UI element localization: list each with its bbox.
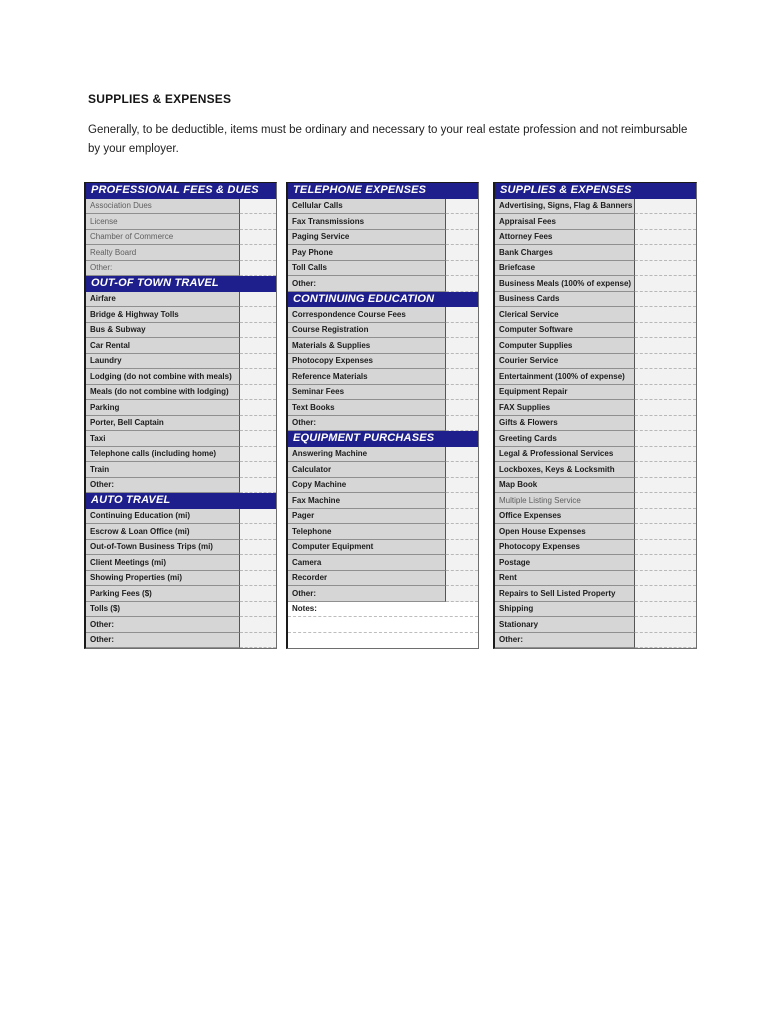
section-header-continuing-education: CONTINUING EDUCATION bbox=[288, 292, 478, 308]
table-row bbox=[288, 447, 478, 463]
table-row bbox=[288, 230, 478, 246]
table-row bbox=[86, 571, 276, 587]
table-row bbox=[495, 602, 696, 618]
row-label: Escrow & Loan Office (mi) bbox=[86, 524, 240, 540]
amount-field[interactable] bbox=[240, 354, 276, 370]
amount-field[interactable] bbox=[635, 602, 696, 618]
amount-field[interactable] bbox=[446, 540, 478, 556]
table-row bbox=[288, 509, 478, 525]
table-row bbox=[86, 555, 276, 571]
row-label: Bridge & Highway Tolls bbox=[86, 307, 240, 323]
row-label: Porter, Bell Captain bbox=[86, 416, 240, 432]
table-row bbox=[86, 307, 276, 323]
row-label: Parking Fees ($) bbox=[86, 586, 240, 602]
row-label: Tolls ($) bbox=[86, 602, 240, 618]
table-row bbox=[288, 540, 478, 556]
table-row bbox=[86, 478, 276, 494]
table-row bbox=[495, 555, 696, 571]
page-title: SUPPLIES & EXPENSES bbox=[88, 92, 232, 106]
table-row bbox=[495, 292, 696, 308]
row-label: Airfare bbox=[86, 292, 240, 308]
table-row bbox=[86, 292, 276, 308]
amount-field[interactable] bbox=[240, 261, 276, 277]
row-label: Fax Machine bbox=[288, 493, 446, 509]
section-header-telephone-expenses: TELEPHONE EXPENSES bbox=[288, 183, 478, 199]
row-label: Entertainment (100% of expense) bbox=[495, 369, 635, 385]
row-label: Paging Service bbox=[288, 230, 446, 246]
amount-field[interactable] bbox=[240, 571, 276, 587]
amount-field[interactable] bbox=[635, 493, 696, 509]
amount-field[interactable] bbox=[240, 555, 276, 571]
amount-field[interactable] bbox=[446, 478, 478, 494]
row-label: Association Dues bbox=[86, 199, 240, 215]
amount-field[interactable] bbox=[446, 230, 478, 246]
table-row bbox=[495, 230, 696, 246]
row-label: Open House Expenses bbox=[495, 524, 635, 540]
table-row bbox=[495, 199, 696, 215]
amount-field[interactable] bbox=[240, 602, 276, 618]
amount-field[interactable] bbox=[240, 338, 276, 354]
row-label: Pager bbox=[288, 509, 446, 525]
amount-field[interactable] bbox=[635, 617, 696, 633]
amount-field[interactable] bbox=[240, 617, 276, 633]
notes-input-line[interactable] bbox=[288, 633, 478, 649]
amount-field[interactable] bbox=[446, 276, 478, 292]
row-label: Calculator bbox=[288, 462, 446, 478]
amount-field[interactable] bbox=[446, 447, 478, 463]
row-label: Recorder bbox=[288, 571, 446, 587]
row-label: Business Meals (100% of expense) bbox=[495, 276, 635, 292]
intro-paragraph: Generally, to be deductible, items must be ordinary and necessary to your real estate profession and not reimbursable by your employer. bbox=[88, 124, 688, 155]
table-row bbox=[288, 245, 478, 261]
row-label: Other: bbox=[86, 478, 240, 494]
table-row bbox=[495, 633, 696, 649]
row-label: Photocopy Expenses bbox=[288, 354, 446, 370]
amount-field[interactable] bbox=[446, 571, 478, 587]
row-label: Toll Calls bbox=[288, 261, 446, 277]
column-telephone-expenses bbox=[286, 182, 479, 649]
table-row bbox=[288, 214, 478, 230]
row-label: Laundry bbox=[86, 354, 240, 370]
table-row bbox=[86, 385, 276, 401]
row-label: Map Book bbox=[495, 478, 635, 494]
row-label: Taxi bbox=[86, 431, 240, 447]
row-label: Advertising, Signs, Flag & Banners bbox=[495, 199, 635, 215]
row-label: Repairs to Sell Listed Property bbox=[495, 586, 635, 602]
amount-field[interactable] bbox=[635, 385, 696, 401]
row-label: Bus & Subway bbox=[86, 323, 240, 339]
row-label: Materials & Supplies bbox=[288, 338, 446, 354]
row-label: Copy Machine bbox=[288, 478, 446, 494]
table-row bbox=[495, 416, 696, 432]
row-label: Text Books bbox=[288, 400, 446, 416]
table-row bbox=[288, 323, 478, 339]
row-label: Reference Materials bbox=[288, 369, 446, 385]
amount-field[interactable] bbox=[635, 478, 696, 494]
row-label: Out-of-Town Business Trips (mi) bbox=[86, 540, 240, 556]
table-row bbox=[495, 214, 696, 230]
amount-field[interactable] bbox=[446, 214, 478, 230]
amount-field[interactable] bbox=[240, 540, 276, 556]
row-label: Continuing Education (mi) bbox=[86, 509, 240, 525]
amount-field[interactable] bbox=[635, 524, 696, 540]
table-row bbox=[86, 323, 276, 339]
notes-input-line[interactable] bbox=[288, 617, 478, 633]
table-row bbox=[495, 276, 696, 292]
row-label: Rent bbox=[495, 571, 635, 587]
column-supplies-expenses bbox=[493, 182, 697, 649]
table-row bbox=[288, 199, 478, 215]
row-label: Other: bbox=[288, 416, 446, 432]
expense-worksheet bbox=[84, 182, 697, 649]
amount-field[interactable] bbox=[240, 509, 276, 525]
table-row bbox=[86, 586, 276, 602]
table-row bbox=[86, 214, 276, 230]
amount-field[interactable] bbox=[240, 416, 276, 432]
row-label: Bank Charges bbox=[495, 245, 635, 261]
amount-field[interactable] bbox=[240, 431, 276, 447]
amount-field[interactable] bbox=[635, 555, 696, 571]
table-row bbox=[495, 586, 696, 602]
table-row bbox=[86, 602, 276, 618]
table-row bbox=[495, 431, 696, 447]
amount-field[interactable] bbox=[240, 230, 276, 246]
table-row bbox=[495, 338, 696, 354]
row-label: Showing Properties (mi) bbox=[86, 571, 240, 587]
amount-field[interactable] bbox=[240, 447, 276, 463]
row-label: Other: bbox=[495, 633, 635, 649]
table-row bbox=[495, 385, 696, 401]
amount-field[interactable] bbox=[446, 261, 478, 277]
table-row bbox=[86, 261, 276, 277]
row-label: Telephone bbox=[288, 524, 446, 540]
amount-field[interactable] bbox=[635, 540, 696, 556]
row-label: Courier Service bbox=[495, 354, 635, 370]
table-row bbox=[86, 338, 276, 354]
row-label: Greeting Cards bbox=[495, 431, 635, 447]
amount-field[interactable] bbox=[635, 230, 696, 246]
amount-field[interactable] bbox=[240, 385, 276, 401]
row-label: Multiple Listing Service bbox=[495, 493, 635, 509]
row-label: Computer Equipment bbox=[288, 540, 446, 556]
row-label: Other: bbox=[288, 276, 446, 292]
table-row bbox=[288, 462, 478, 478]
table-row bbox=[86, 416, 276, 432]
row-label: Meals (do not combine with lodging) bbox=[86, 385, 240, 401]
row-label: Camera bbox=[288, 555, 446, 571]
table-row bbox=[288, 416, 478, 432]
table-row bbox=[495, 571, 696, 587]
amount-field[interactable] bbox=[446, 199, 478, 215]
row-label: Equipment Repair bbox=[495, 385, 635, 401]
amount-field[interactable] bbox=[446, 400, 478, 416]
row-label: Shipping bbox=[495, 602, 635, 618]
amount-field[interactable] bbox=[635, 307, 696, 323]
row-label: Seminar Fees bbox=[288, 385, 446, 401]
row-label: Chamber of Commerce bbox=[86, 230, 240, 246]
table-row bbox=[495, 369, 696, 385]
row-label: Answering Machine bbox=[288, 447, 446, 463]
amount-field[interactable] bbox=[446, 509, 478, 525]
amount-field[interactable] bbox=[635, 509, 696, 525]
amount-field[interactable] bbox=[635, 199, 696, 215]
row-label: Other: bbox=[86, 633, 240, 649]
section-header-supplies-expenses: SUPPLIES & EXPENSES bbox=[495, 183, 696, 199]
amount-field[interactable] bbox=[446, 323, 478, 339]
table-row bbox=[288, 385, 478, 401]
table-row bbox=[86, 509, 276, 525]
section-header-equipment-purchases: EQUIPMENT PURCHASES bbox=[288, 431, 478, 447]
column-professional-fees bbox=[84, 182, 277, 649]
table-row bbox=[86, 633, 276, 649]
table-row bbox=[495, 354, 696, 370]
amount-field[interactable] bbox=[635, 261, 696, 277]
table-row bbox=[86, 447, 276, 463]
amount-field[interactable] bbox=[240, 633, 276, 649]
table-row bbox=[288, 400, 478, 416]
notes-label: Notes: bbox=[288, 602, 478, 618]
amount-field[interactable] bbox=[635, 447, 696, 463]
row-label: Legal & Professional Services bbox=[495, 447, 635, 463]
section-header-auto-travel: AUTO TRAVEL bbox=[86, 493, 276, 509]
table-row bbox=[495, 323, 696, 339]
row-label: Business Cards bbox=[495, 292, 635, 308]
amount-field[interactable] bbox=[446, 524, 478, 540]
amount-field[interactable] bbox=[635, 586, 696, 602]
table-row bbox=[86, 245, 276, 261]
row-label: Lodging (do not combine with meals) bbox=[86, 369, 240, 385]
amount-field[interactable] bbox=[240, 586, 276, 602]
table-row bbox=[288, 276, 478, 292]
table-row bbox=[495, 462, 696, 478]
row-label: Gifts & Flowers bbox=[495, 416, 635, 432]
amount-field[interactable] bbox=[635, 354, 696, 370]
table-row bbox=[495, 524, 696, 540]
table-row bbox=[288, 261, 478, 277]
table-row bbox=[288, 354, 478, 370]
row-label: Client Meetings (mi) bbox=[86, 555, 240, 571]
table-row bbox=[495, 447, 696, 463]
row-label: Other: bbox=[86, 261, 240, 277]
amount-field[interactable] bbox=[240, 369, 276, 385]
table-row bbox=[288, 307, 478, 323]
row-label: Photocopy Expenses bbox=[495, 540, 635, 556]
amount-field[interactable] bbox=[240, 245, 276, 261]
amount-field[interactable] bbox=[240, 400, 276, 416]
table-row bbox=[288, 555, 478, 571]
table-row bbox=[495, 509, 696, 525]
amount-field[interactable] bbox=[635, 416, 696, 432]
amount-field[interactable] bbox=[240, 307, 276, 323]
table-row bbox=[495, 478, 696, 494]
table-row bbox=[86, 354, 276, 370]
table-row bbox=[288, 524, 478, 540]
amount-field[interactable] bbox=[240, 292, 276, 308]
amount-field[interactable] bbox=[240, 199, 276, 215]
row-label: Clerical Service bbox=[495, 307, 635, 323]
amount-field[interactable] bbox=[635, 338, 696, 354]
amount-field[interactable] bbox=[635, 400, 696, 416]
table-row bbox=[86, 431, 276, 447]
row-label: Cellular Calls bbox=[288, 199, 446, 215]
amount-field[interactable] bbox=[240, 323, 276, 339]
row-label: Course Registration bbox=[288, 323, 446, 339]
table-row bbox=[288, 478, 478, 494]
amount-field[interactable] bbox=[446, 307, 478, 323]
section-header-professional-fees-dues: PROFESSIONAL FEES & DUES bbox=[86, 183, 276, 199]
table-row bbox=[495, 261, 696, 277]
amount-field[interactable] bbox=[446, 462, 478, 478]
row-label: Postage bbox=[495, 555, 635, 571]
table-row bbox=[495, 617, 696, 633]
row-label: Other: bbox=[288, 586, 446, 602]
table-row bbox=[495, 493, 696, 509]
amount-field[interactable] bbox=[446, 493, 478, 509]
amount-field[interactable] bbox=[635, 276, 696, 292]
table-row bbox=[288, 369, 478, 385]
amount-field[interactable] bbox=[446, 555, 478, 571]
row-label: Computer Software bbox=[495, 323, 635, 339]
row-label: Fax Transmissions bbox=[288, 214, 446, 230]
row-label: Realty Board bbox=[86, 245, 240, 261]
row-label: Briefcase bbox=[495, 261, 635, 277]
table-row bbox=[86, 230, 276, 246]
table-row bbox=[86, 400, 276, 416]
row-label: Correspondence Course Fees bbox=[288, 307, 446, 323]
row-label: Office Expenses bbox=[495, 509, 635, 525]
row-label: FAX Supplies bbox=[495, 400, 635, 416]
row-label: Car Rental bbox=[86, 338, 240, 354]
row-label: Attorney Fees bbox=[495, 230, 635, 246]
amount-field[interactable] bbox=[240, 524, 276, 540]
table-row bbox=[288, 493, 478, 509]
table-row bbox=[495, 307, 696, 323]
table-row bbox=[495, 245, 696, 261]
row-label: Pay Phone bbox=[288, 245, 446, 261]
amount-field[interactable] bbox=[240, 462, 276, 478]
amount-field[interactable] bbox=[635, 214, 696, 230]
section-header-out-of-town-travel: OUT-OF TOWN TRAVEL bbox=[86, 276, 276, 292]
table-row bbox=[495, 400, 696, 416]
row-label: Other: bbox=[86, 617, 240, 633]
amount-field[interactable] bbox=[635, 292, 696, 308]
amount-field[interactable] bbox=[446, 385, 478, 401]
amount-field[interactable] bbox=[446, 369, 478, 385]
table-row bbox=[86, 524, 276, 540]
row-label: Lockboxes, Keys & Locksmith bbox=[495, 462, 635, 478]
row-label: Train bbox=[86, 462, 240, 478]
amount-field[interactable] bbox=[446, 338, 478, 354]
table-row bbox=[86, 199, 276, 215]
amount-field[interactable] bbox=[635, 633, 696, 649]
amount-field[interactable] bbox=[635, 462, 696, 478]
amount-field[interactable] bbox=[446, 586, 478, 602]
row-label: Parking bbox=[86, 400, 240, 416]
table-row bbox=[288, 338, 478, 354]
table-row bbox=[86, 617, 276, 633]
table-row bbox=[86, 540, 276, 556]
row-label: Stationary bbox=[495, 617, 635, 633]
amount-field[interactable] bbox=[635, 571, 696, 587]
table-row bbox=[86, 369, 276, 385]
amount-field[interactable] bbox=[635, 369, 696, 385]
amount-field[interactable] bbox=[240, 478, 276, 494]
table-row bbox=[288, 586, 478, 602]
row-label: Computer Supplies bbox=[495, 338, 635, 354]
amount-field[interactable] bbox=[635, 245, 696, 261]
table-row bbox=[495, 540, 696, 556]
table-row bbox=[288, 571, 478, 587]
amount-field[interactable] bbox=[240, 214, 276, 230]
amount-field[interactable] bbox=[446, 245, 478, 261]
amount-field[interactable] bbox=[446, 354, 478, 370]
row-label: Appraisal Fees bbox=[495, 214, 635, 230]
row-label: License bbox=[86, 214, 240, 230]
amount-field[interactable] bbox=[446, 416, 478, 432]
amount-field[interactable] bbox=[635, 431, 696, 447]
amount-field[interactable] bbox=[635, 323, 696, 339]
row-label: Telephone calls (including home) bbox=[86, 447, 240, 463]
table-row bbox=[86, 462, 276, 478]
